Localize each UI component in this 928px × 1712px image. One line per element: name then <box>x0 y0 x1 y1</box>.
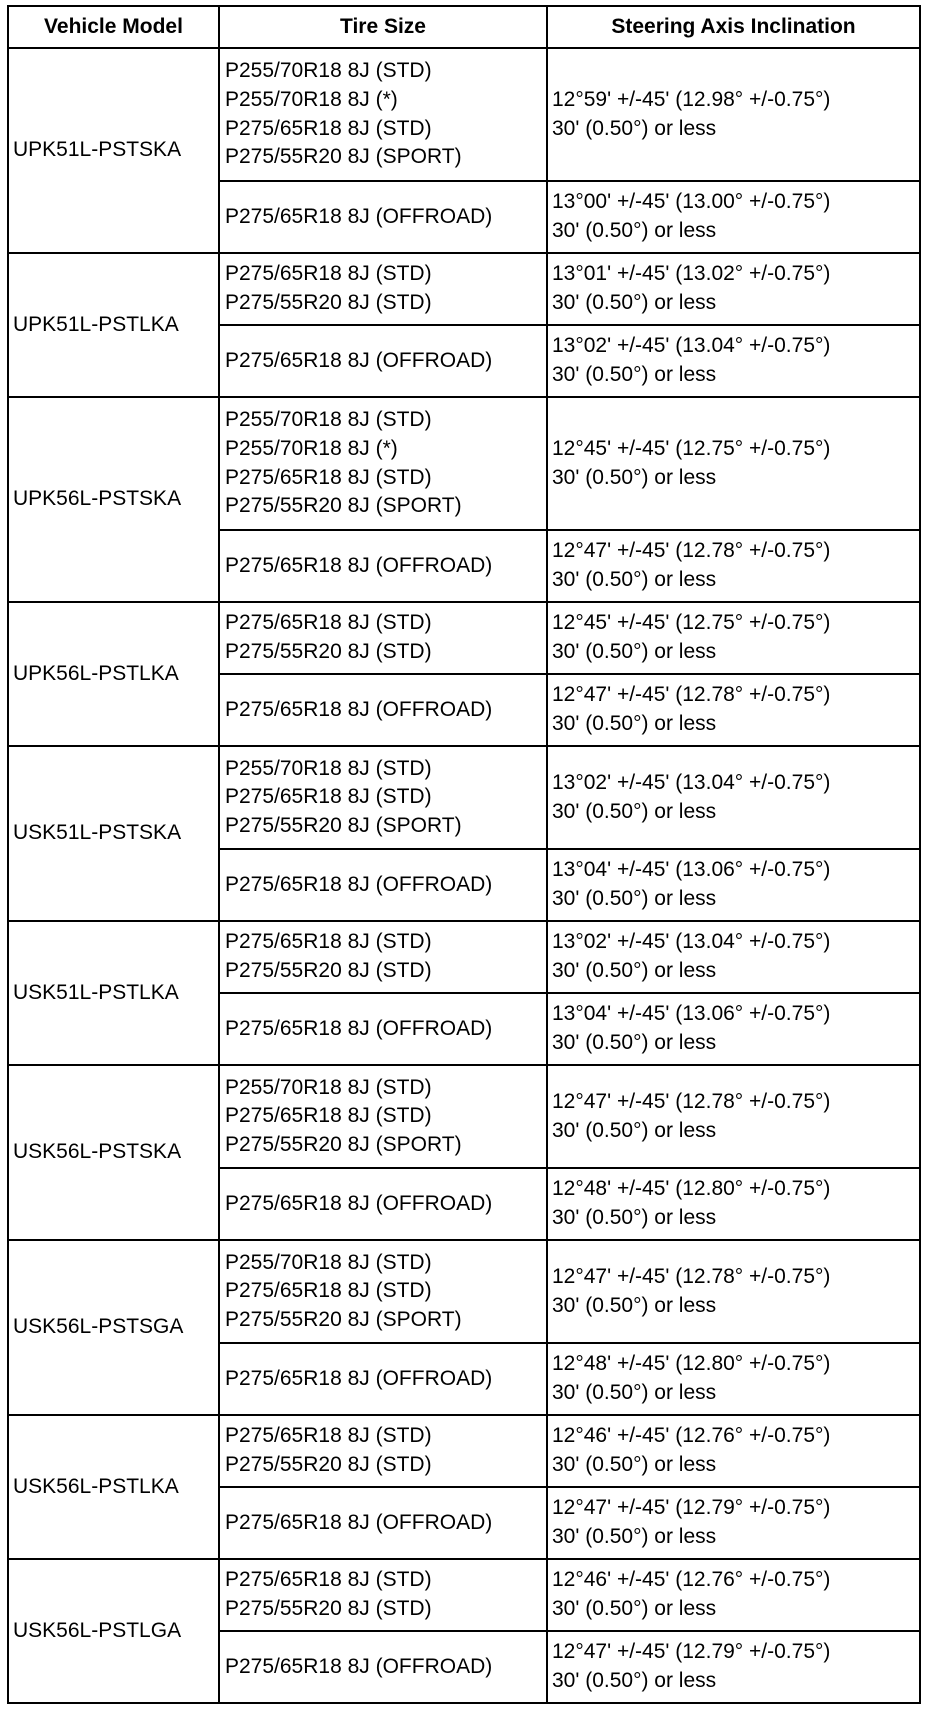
tire-size-cell <box>219 1415 547 1487</box>
inclination-value: 13°04' +/-45' (13.06° +/-0.75°) <box>552 858 831 882</box>
tire-size-cell <box>219 325 547 397</box>
tire-size-cell <box>219 1559 547 1631</box>
vehicle-model-cell: USK51L-PSTSKA <box>8 746 219 921</box>
tire-size-cell <box>219 746 547 849</box>
tire-size-cell <box>219 602 547 674</box>
tire-size-cell <box>219 253 547 325</box>
table-row <box>8 1559 920 1631</box>
steering-axis-inclination-cell <box>547 1343 920 1415</box>
steering-axis-inclination-cell <box>547 181 920 253</box>
inclination-value: 12°47' +/-45' (12.78° +/-0.75°) <box>552 539 831 563</box>
table-body <box>8 48 920 1703</box>
tire-size-line: P275/65R18 8J (STD) <box>225 465 432 489</box>
steering-axis-inclination-cell <box>547 253 920 325</box>
tire-size-line: P275/65R18 8J (STD) <box>225 1424 432 1448</box>
tire-size-line: P255/70R18 8J (STD) <box>225 1250 432 1274</box>
steering-axis-inclination-cell <box>547 849 920 921</box>
tire-size-line: P275/65R18 8J (OFFROAD) <box>225 348 493 372</box>
steering-axis-inclination-cell <box>547 1559 920 1631</box>
inclination-value: 12°45' +/-45' (12.75° +/-0.75°) <box>552 436 831 460</box>
tire-size-line: P275/65R18 8J (OFFROAD) <box>225 1366 493 1390</box>
table-row <box>8 48 920 181</box>
steering-axis-inclination-cell <box>547 1415 920 1487</box>
tire-size-line: P275/65R18 8J (STD) <box>225 262 432 286</box>
inclination-value: 12°47' +/-45' (12.79° +/-0.75°) <box>552 1640 831 1664</box>
tire-size-line: P275/65R18 8J (STD) <box>225 1279 432 1303</box>
cross-camber-limit: 30' (0.50°) or less <box>552 1453 717 1476</box>
tire-size-line: P255/70R18 8J (STD) <box>225 1075 432 1099</box>
tire-size-cell <box>219 1240 547 1343</box>
steering-axis-table <box>7 5 921 1704</box>
tire-size-cell <box>219 921 547 993</box>
steering-axis-inclination-cell <box>547 746 920 849</box>
steering-axis-inclination-cell <box>547 397 920 530</box>
tire-size-line: P275/55R20 8J (STD) <box>225 1453 432 1476</box>
tire-size-cell <box>219 674 547 746</box>
inclination-value: 12°46' +/-45' (12.76° +/-0.75°) <box>552 1568 831 1592</box>
inclination-value: 12°47' +/-45' (12.79° +/-0.75°) <box>552 1496 831 1520</box>
header-tire-size: Tire Size <box>219 6 547 48</box>
header-steering-axis-inclination: Steering Axis Inclination <box>547 6 920 48</box>
inclination-value: 12°48' +/-45' (12.80° +/-0.75°) <box>552 1177 831 1201</box>
tire-size-cell <box>219 397 547 530</box>
tire-size-line: P275/55R20 8J (SPORT) <box>225 1307 462 1331</box>
steering-axis-inclination-cell <box>547 1168 920 1240</box>
tire-size-line: P275/65R18 8J (OFFROAD) <box>225 1654 493 1678</box>
vehicle-model-cell: USK56L-PSTLKA <box>8 1415 219 1559</box>
steering-axis-inclination-cell <box>547 1487 920 1559</box>
vehicle-model-cell: UPK56L-PSTSKA <box>8 397 219 602</box>
vehicle-model-cell: USK56L-PSTSGA <box>8 1240 219 1415</box>
tire-size-line: P255/70R18 8J (STD) <box>225 59 432 83</box>
tire-size-line: P275/65R18 8J (OFFROAD) <box>225 872 493 896</box>
tire-size-line: P275/65R18 8J (STD) <box>225 611 432 635</box>
cross-camber-limit: 30' (0.50°) or less <box>552 291 717 314</box>
tire-size-line: P275/65R18 8J (OFFROAD) <box>225 1191 493 1215</box>
cross-camber-limit: 30' (0.50°) or less <box>552 363 717 386</box>
vehicle-model-cell: UPK56L-PSTLKA <box>8 602 219 746</box>
cross-camber-limit: 30' (0.50°) or less <box>552 640 717 663</box>
vehicle-model-cell: UPK51L-PSTLKA <box>8 253 219 397</box>
tire-size-line: P275/55R20 8J (STD) <box>225 959 432 982</box>
cross-camber-limit: 30' (0.50°) or less <box>552 1206 717 1229</box>
cross-camber-limit: 30' (0.50°) or less <box>552 219 717 242</box>
inclination-value: 12°45' +/-45' (12.75° +/-0.75°) <box>552 611 831 635</box>
inclination-value: 13°02' +/-45' (13.04° +/-0.75°) <box>552 770 831 794</box>
inclination-value: 12°47' +/-45' (12.78° +/-0.75°) <box>552 683 831 707</box>
inclination-value: 12°47' +/-45' (12.78° +/-0.75°) <box>552 1264 831 1288</box>
tire-size-line: P275/65R18 8J (STD) <box>225 930 432 954</box>
table-row <box>8 397 920 530</box>
tire-size-line: P275/65R18 8J (OFFROAD) <box>225 553 493 577</box>
cross-camber-limit: 30' (0.50°) or less <box>552 1597 717 1620</box>
steering-axis-inclination-cell <box>547 674 920 746</box>
cross-camber-limit: 30' (0.50°) or less <box>552 568 717 591</box>
tire-size-line: P255/70R18 8J (*) <box>225 87 398 111</box>
vehicle-model-cell: USK51L-PSTLKA <box>8 921 219 1065</box>
tire-size-line: P275/55R20 8J (SPORT) <box>225 494 462 518</box>
steering-axis-inclination-cell <box>547 921 920 993</box>
tire-size-line: P255/70R18 8J (STD) <box>225 408 432 432</box>
cross-camber-limit: 30' (0.50°) or less <box>552 1031 717 1054</box>
steering-axis-inclination-cell <box>547 530 920 602</box>
inclination-value: 13°02' +/-45' (13.04° +/-0.75°) <box>552 930 831 954</box>
tire-size-line: P275/55R20 8J (STD) <box>225 640 432 663</box>
tire-size-cell <box>219 1168 547 1240</box>
inclination-value: 12°46' +/-45' (12.76° +/-0.75°) <box>552 1424 831 1448</box>
tire-size-line: P275/65R18 8J (OFFROAD) <box>225 1510 493 1534</box>
steering-axis-inclination-cell <box>547 1631 920 1703</box>
tire-size-line: P255/70R18 8J (*) <box>225 436 398 460</box>
inclination-value: 13°02' +/-45' (13.04° +/-0.75°) <box>552 334 831 358</box>
tire-size-cell <box>219 1631 547 1703</box>
table-row <box>8 1240 920 1343</box>
cross-camber-limit: 30' (0.50°) or less <box>552 116 717 140</box>
cross-camber-limit: 30' (0.50°) or less <box>552 1118 717 1142</box>
inclination-value: 13°00' +/-45' (13.00° +/-0.75°) <box>552 190 831 214</box>
steering-axis-inclination-cell <box>547 993 920 1065</box>
tire-size-line: P275/65R18 8J (OFFROAD) <box>225 1016 493 1040</box>
tire-size-cell <box>219 1487 547 1559</box>
vehicle-model-cell: UPK51L-PSTSKA <box>8 48 219 253</box>
steering-axis-inclination-cell <box>547 602 920 674</box>
inclination-value: 12°59' +/-45' (12.98° +/-0.75°) <box>552 87 831 111</box>
cross-camber-limit: 30' (0.50°) or less <box>552 465 717 489</box>
inclination-value: 13°04' +/-45' (13.06° +/-0.75°) <box>552 1002 831 1026</box>
tire-size-line: P275/55R20 8J (STD) <box>225 291 432 314</box>
tire-size-cell <box>219 849 547 921</box>
cross-camber-limit: 30' (0.50°) or less <box>552 887 717 910</box>
tire-size-cell <box>219 181 547 253</box>
tire-size-cell <box>219 530 547 602</box>
cross-camber-limit: 30' (0.50°) or less <box>552 799 717 823</box>
tire-size-line: P275/65R18 8J (OFFROAD) <box>225 697 493 721</box>
inclination-value: 12°47' +/-45' (12.78° +/-0.75°) <box>552 1089 831 1113</box>
header-vehicle-model: Vehicle Model <box>8 6 219 48</box>
table-row <box>8 921 920 993</box>
tire-size-line: P275/65R18 8J (STD) <box>225 1104 432 1128</box>
tire-size-cell <box>219 1343 547 1415</box>
table-row <box>8 746 920 849</box>
tire-size-line: P275/65R18 8J (STD) <box>225 785 432 809</box>
cross-camber-limit: 30' (0.50°) or less <box>552 1293 717 1317</box>
vehicle-model-cell: USK56L-PSTLGA <box>8 1559 219 1703</box>
tire-size-line: P275/65R18 8J (STD) <box>225 1568 432 1592</box>
tire-size-line: P275/55R20 8J (SPORT) <box>225 145 462 169</box>
tire-size-line: P275/55R20 8J (SPORT) <box>225 813 462 837</box>
inclination-value: 13°01' +/-45' (13.02° +/-0.75°) <box>552 262 831 286</box>
vehicle-model-cell: USK56L-PSTSKA <box>8 1065 219 1240</box>
steering-axis-inclination-cell <box>547 1240 920 1343</box>
tire-size-line: P255/70R18 8J (STD) <box>225 756 432 780</box>
cross-camber-limit: 30' (0.50°) or less <box>552 712 717 735</box>
inclination-value: 12°48' +/-45' (12.80° +/-0.75°) <box>552 1352 831 1376</box>
header-row <box>8 6 920 48</box>
steering-axis-inclination-cell <box>547 48 920 181</box>
cross-camber-limit: 30' (0.50°) or less <box>552 1669 717 1692</box>
cross-camber-limit: 30' (0.50°) or less <box>552 1381 717 1404</box>
table-row <box>8 253 920 325</box>
tire-size-cell <box>219 1065 547 1168</box>
table-row <box>8 602 920 674</box>
steering-axis-inclination-cell <box>547 1065 920 1168</box>
steering-axis-inclination-cell <box>547 325 920 397</box>
tire-size-cell <box>219 48 547 181</box>
tire-size-cell <box>219 993 547 1065</box>
table-row <box>8 1065 920 1168</box>
tire-size-line: P275/55R20 8J (SPORT) <box>225 1132 462 1156</box>
table-row <box>8 1415 920 1487</box>
cross-camber-limit: 30' (0.50°) or less <box>552 959 717 982</box>
tire-size-line: P275/65R18 8J (OFFROAD) <box>225 204 493 228</box>
tire-size-line: P275/55R20 8J (STD) <box>225 1597 432 1620</box>
cross-camber-limit: 30' (0.50°) or less <box>552 1525 717 1548</box>
tire-size-line: P275/65R18 8J (STD) <box>225 116 432 140</box>
